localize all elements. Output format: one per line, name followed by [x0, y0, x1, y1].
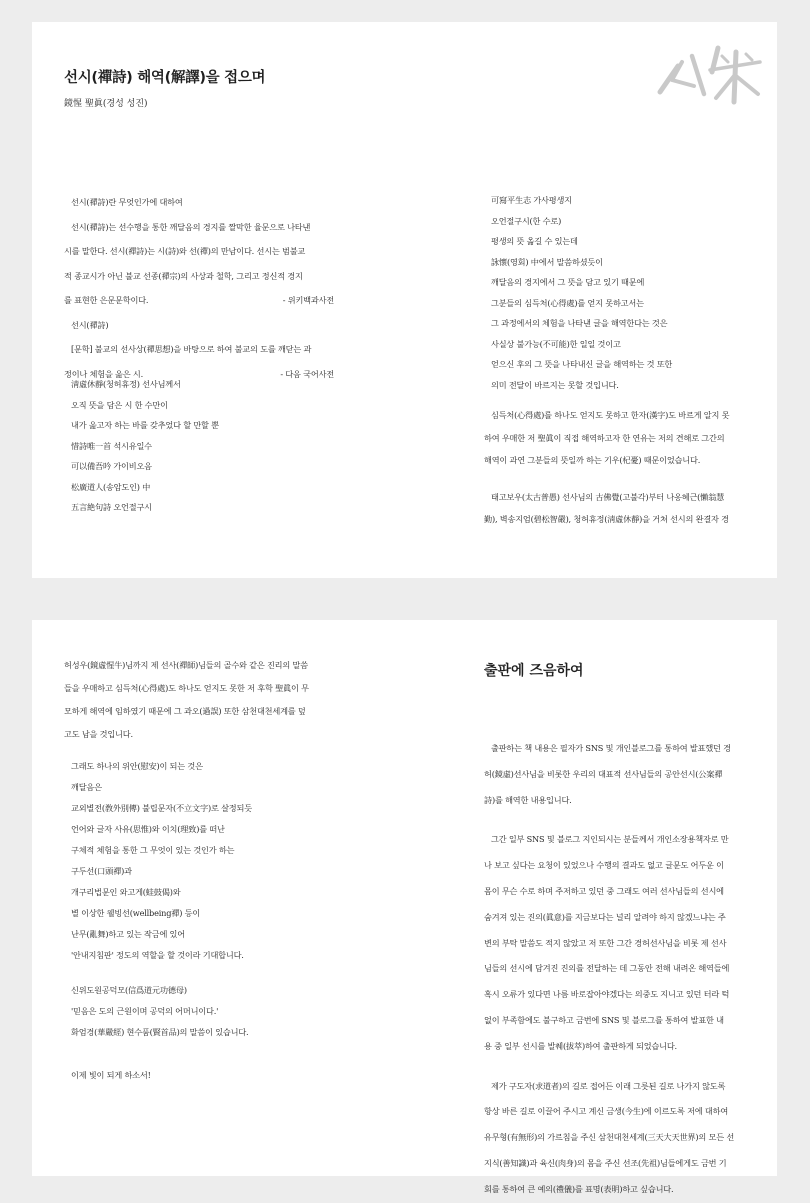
citation-source: - 다음 국어사전 [280, 368, 334, 379]
text-line: 숨겨져 있는 진의(眞意)를 지금보다는 널리 알려야 하지 않겠느냐는 주 [484, 911, 726, 922]
text-line: 들을 우매하고 심득처(心得處)도 하나도 얻지도 못한 저 후학 聖眞이 무 [64, 683, 309, 693]
text-line: 그래도 하나의 위안(慰安)이 되는 것은 [71, 761, 203, 771]
text-line: 可寫平生志 가사평생지 [491, 195, 572, 205]
text-line: 그 과정에서의 체험을 나타낸 글을 해역한다는 것은 [491, 318, 668, 328]
text-line: 시를 말한다. 선시(禪詩)는 시(詩)와 선(禪)의 만남이다. 선시는 범불교 [64, 246, 306, 256]
text-line: 五言絶句詩 오언절구시 [71, 502, 152, 512]
text-line: 유무형(有無形)의 가르침을 주신 삼천대천세계(三天大天世界)의 모든 선 [484, 1132, 735, 1143]
text-line: 출판하는 책 내용은 필자가 SNS 및 개인블로그를 통하여 발표했던 경 [491, 743, 731, 753]
text-line: 선시(禪詩)는 선수행을 통한 깨달음의 경지를 짤막한 율문으로 나타낸 [71, 221, 311, 232]
citation-line [64, 288, 334, 313]
text-line: 松廣道人(송암도인) 中 [71, 481, 151, 492]
left-column [64, 190, 334, 386]
text-line: 모하게 해역에 임하였기 때문에 그 과오(過誤) 또한 삼천대천세계를 덮 [64, 706, 306, 716]
section-title: 출판에 즈음하여 [484, 663, 584, 679]
text-line: 적 종교시가 아닌 불교 선종(禪宗)의 사상과 철학, 그리고 정신적 경지 [64, 270, 303, 281]
closing-line: 이제 빛이 되게 하소서! [71, 1070, 151, 1080]
text-line: 회를 통하여 큰 예의(禮儀)를 표명(表明)하고 싶습니다. [484, 1183, 674, 1194]
text-line: 님들의 선시에 담겨진 진의를 전달하는 데 그동안 전해 내려온 해역들에 [484, 963, 730, 974]
text-line: 교외별전(敎外別傳) 불립문자(不立文字)로 살정되듯 [71, 803, 252, 813]
text-line: 깨달음은 [71, 782, 102, 792]
text-line: 선시(禪詩)란 무엇인가에 대하여 [71, 197, 183, 207]
left-column-verse [64, 756, 252, 1086]
text-line: 혹시 오류가 있다면 나름 바로잡아야겠다는 의중도 지니고 있던 터라 턱 [484, 989, 730, 1000]
text-line: 淸虛休靜(청허휴정) 선사님께서 [71, 379, 181, 389]
text-line: 지식(善知識)과 육신(肉身)의 몸을 주신 선조(先祖)님들에게도 금번 기 [484, 1157, 727, 1168]
text-line: 고도 남을 것입니다. [64, 729, 133, 739]
text-line: 可以備吾吟 가이비오음 [71, 461, 152, 471]
logo-text: 公案 [652, 36, 654, 37]
text-line: 태고보우(太古普愚) 선사님의 古佛覺(고불각)부터 나옹혜근(懶翁慧 [491, 491, 725, 502]
text-line: 항상 바른 길로 이끌어 주시고 계신 금생(今生)에 이르도록 저에 대하여 [484, 1106, 729, 1117]
author-byline: 鏡惺 聖眞(경성 성진) [64, 99, 148, 109]
text-line: 정이나 체험을 읊은 시. [64, 368, 143, 379]
text-line: 오언절구시(한 수로) [491, 215, 562, 226]
page-title: 선시(禪詩) 해역(解譯)을 접으며 [64, 70, 266, 86]
text-line: 선시(禪詩) [71, 319, 109, 330]
text-line: 詩)를 해역한 내용입니다. [484, 794, 572, 805]
text-line: 제가 구도자(求道者)의 길로 접어든 이래 그릇된 길로 나가지 않도록 [491, 1080, 726, 1091]
text-line: 몸이 무슨 수로 하며 주저하고 있던 중 그래도 여러 선사님들의 선시에 [484, 885, 724, 896]
text-line: 詠懷(영회) 中에서 말씀하셨듯이 [491, 256, 603, 267]
right-column [484, 736, 734, 1203]
text-line: 언어와 글자 사유(思惟)와 이치(理致)를 떠난 [71, 824, 225, 834]
text-line: 구두선(口頭禪)과 [71, 866, 132, 876]
text-line: 구체적 체험을 통한 그 무엇이 있는 것인가 하는 [71, 845, 235, 855]
text-line: 해역이 과연 그분들의 뜻일까 하는 기우(杞憂) 때문이었습니다. [484, 455, 701, 465]
book-spread-bottom [32, 620, 777, 1194]
text-line: 변의 부탁 말씀도 적지 않았고 저 또한 그간 경허선사님을 비롯 제 선사 [484, 937, 727, 948]
right-column [484, 190, 672, 395]
citation-source: - 위키백과사전 [282, 295, 334, 305]
left-column-verse [64, 374, 219, 518]
text-line: 평생의 뜻 옮길 수 있는데 [491, 236, 578, 246]
text-line: 勤), 벽송지엄(碧松智嚴), 청허휴정(淸虛休靜)을 거쳐 선시의 완결자 경 [484, 514, 729, 524]
text-line: 를 표현한 은문문학이다. [64, 295, 149, 305]
calligraphy-logo-strokes [660, 48, 760, 102]
text-line: 허(鏡虛)선사님을 비롯한 우리의 대표적 선사님들의 공안선시(公案禪 [484, 768, 723, 779]
text-line: [문학] 불교의 선사상(禪思想)을 바탕으로 하여 불교의 도를 깨닫는 과 [71, 344, 312, 354]
text-line: 의미 전달이 바르지는 못할 것입니다. [491, 379, 619, 390]
text-line: '안내지침판' 정도의 역할을 할 것이라 기대합니다. [71, 950, 244, 960]
text-line: '믿음은 도의 근원이며 공덕의 어머니이다.' [71, 1006, 219, 1016]
text-line: 깨달음의 경지에서 그 뜻을 담고 있기 때문에 [491, 277, 645, 287]
book-spread-top [32, 22, 777, 578]
left-column [64, 654, 309, 746]
text-line: 惜詩唯一首 석시유일수 [71, 440, 152, 451]
text-line: 하여 우매한 저 聖眞이 직접 해역하고자 한 연유는 저의 견해로 그간의 [484, 432, 725, 443]
text-line: 사실상 불가능(不可能)한 일일 것이고 [491, 338, 621, 349]
calligraphy-logo [652, 36, 767, 106]
text-line: 허성우(鏡虛惺牛)님까지 제 선사(禪師)님들의 골수와 같은 진리의 말씀 [64, 660, 308, 670]
text-line: 오직 뜻을 담은 시 한 수만이 [71, 399, 168, 410]
text-line: 얻으신 후의 그 뜻을 나타내신 글을 해역하는 것 또한 [491, 359, 673, 369]
right-column-prose [484, 404, 729, 531]
text-line: 나 보고 싶다는 요청이 있었으나 수행의 결과도 없고 글문도 어두운 이 [484, 860, 724, 871]
text-line: 개구리법문인 와고게(蛙鼓偈)와 [71, 887, 181, 897]
text-line: 그분들의 심득처(心得處)를 얻지 못하고서는 [491, 297, 644, 308]
text-line: 심득처(心得處)를 하나도 얻지도 못하고 한자(漢字)도 바르게 알지 못 [491, 410, 730, 420]
text-line: 내가 읊고자 하는 바를 갖추었다 할 만할 뿐 [71, 420, 219, 430]
text-line: 용 중 일부 선시를 발췌(拔萃)하여 출판하게 되었습니다. [484, 1040, 677, 1051]
text-line: 신위도원공덕모(信爲道元功德母) [71, 985, 187, 995]
text-line: 그간 일부 SNS 및 블로그 지인되시는 분들께서 개인소장용책자로 만 [491, 834, 729, 845]
text-line: 없이 부족함에도 불구하고 금번에 SNS 및 블로그를 통하여 발표한 내 [484, 1014, 724, 1025]
text-line: 난무(亂舞)하고 있는 작금에 있어 [71, 929, 185, 939]
text-line: 별 이상한 웰빙선(wellbeing禪) 등이 [71, 908, 201, 918]
text-line: 화엄경(華嚴經) 현수품(賢首品)의 말씀이 있습니다. [71, 1027, 249, 1037]
